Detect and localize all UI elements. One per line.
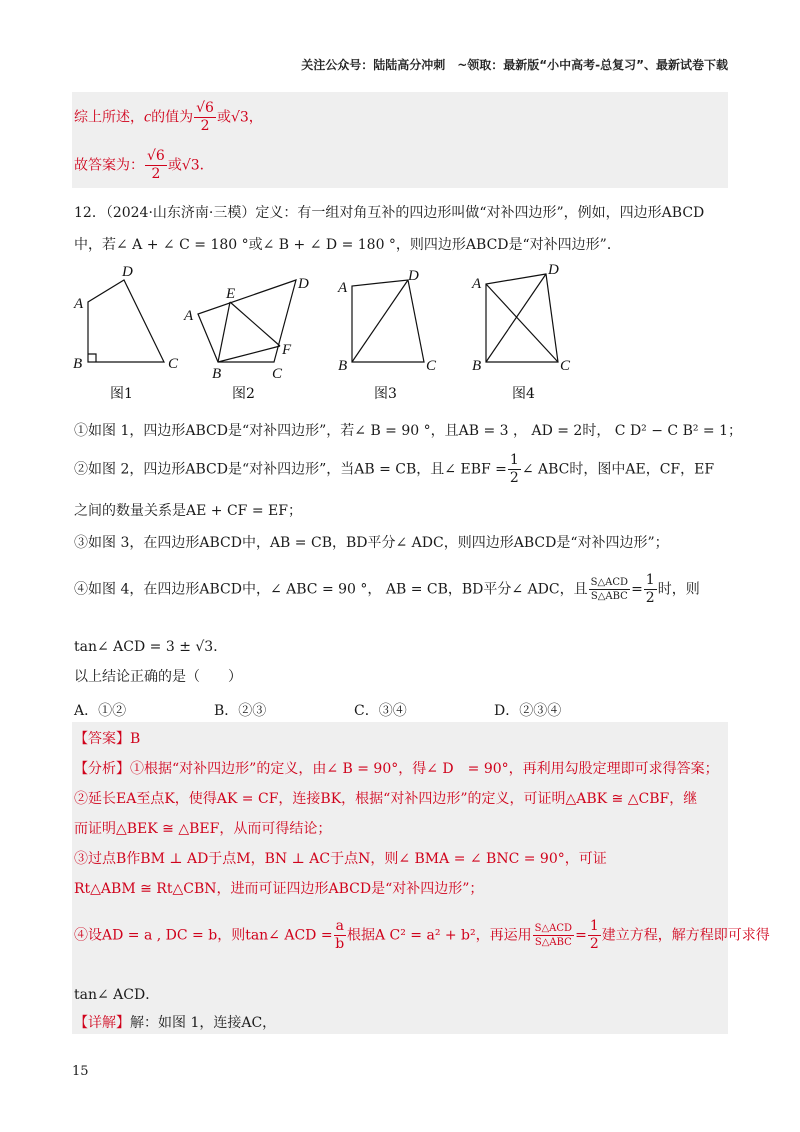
analysis-3-cont: Rt△ABM ≅ Rt△CBN，进而可证四边形ABCD是“对补四边形”；: [74, 881, 484, 897]
fraction: $\frac{\text{S△ACD}}{\text{S△ABC}}$: [590, 577, 629, 602]
fraction: $\frac{√6}{2}$: [147, 148, 165, 182]
fraction: $\frac{1}{2}$: [509, 452, 519, 486]
analysis-2: ②延长EA至点K，使得AK = CF，连接BK，根据“对补四边形”的定义，可证明△ABK ≅ △CBF，继: [74, 791, 698, 807]
choice-a[interactable]: A．①②: [74, 703, 127, 719]
summary-line: 综上所述，c的值为 $\frac{√6}{2}$ 或√3，: [74, 100, 263, 134]
question-line-2: 中，若∠ A + ∠ C = 180 °或∠ B + ∠ D = 180 °，则四边形ABCD是“对补四边形”．: [74, 237, 621, 253]
fraction: $\frac{\text{S△ACD}}{\text{S△ABC}}$: [534, 923, 573, 948]
analysis-3: ③过点B作BM ⊥ AD于点M，BN ⊥ AC于点N，则∠ BMA = ∠ BNC = 90°，可证: [74, 851, 607, 867]
question-line-1: 12．（2024·山东济南·三模）定义：有一组对角互补的四边形叫做“对补四边形”，例如，四边形ABCD: [74, 205, 705, 221]
fig4-label-b: B: [472, 358, 482, 374]
fig2-label-e: E: [226, 286, 236, 302]
fig1-label-a: A: [74, 296, 84, 312]
page-header: 关注公众号：陆陆高分冲刺 ~领取：最新版“小中高考-总复习”、最新试卷下载: [301, 58, 728, 72]
fraction: $\frac{1}{2}$: [645, 572, 655, 606]
analysis-4: ④设AD = a , DC = b，则tan∠ ACD = $\frac{a}{b}$ 根据A C² = a² + b²，再运用 $\frac{\text{S△ACD}}{\text{S△ABC}}$ = $\frac{1}{2}$ 建立方程，解方程即可求得: [74, 918, 770, 952]
fraction: $\frac{√6}{2}$: [196, 100, 214, 134]
geometry-figures: [66, 262, 586, 412]
statement-1: ①如图 1，四边形ABCD是“对补四边形”，若∠ B = 90 °，且AB = 3 ， AD = 2时， C D² − C B² = 1；: [74, 423, 743, 439]
fig3-label-a: A: [338, 280, 348, 296]
fraction: $\frac{1}{2}$: [589, 918, 599, 952]
fig2-caption: 图2: [232, 386, 255, 402]
fig2-label-a: A: [184, 308, 194, 324]
fig3-label-b: B: [338, 358, 348, 374]
fig1-label-b: B: [73, 356, 83, 372]
figure-1: [73, 264, 179, 402]
fig4-label-c: C: [560, 358, 571, 374]
question-ask: 以上结论正确的是（ ）: [74, 669, 242, 685]
fig4-caption: 图4: [512, 386, 535, 402]
fig1-caption: 图1: [110, 386, 133, 402]
fig2-label-f: F: [282, 342, 292, 358]
choice-b[interactable]: B．②③: [214, 703, 267, 719]
fig1-label-c: C: [168, 356, 179, 372]
detail-line: 【详解】解：如图 1，连接AC，: [74, 1015, 277, 1031]
figure-4: [471, 262, 571, 402]
fig3-caption: 图3: [374, 386, 397, 402]
statement-2-cont: 之间的数量关系是AE + CF = EF；: [74, 503, 302, 519]
figure-3: [337, 268, 437, 402]
choice-d[interactable]: D．②③④: [494, 703, 562, 719]
fig2-label-d: D: [298, 276, 309, 292]
answer-tag: 【答案】B: [74, 731, 141, 747]
fraction: $\frac{a}{b}$: [335, 918, 345, 952]
fig3-label-c: C: [426, 358, 437, 374]
fig3-label-d: D: [408, 268, 419, 284]
analysis-2-cont: 而证明△BEK ≅ △BEF，从而可得结论；: [74, 821, 332, 837]
fig4-label-a: A: [472, 276, 482, 292]
answer-line: 故答案为： $\frac{√6}{2}$ 或√3．: [74, 148, 214, 182]
figure-2: [183, 276, 309, 402]
statement-3: ③如图 3，在四边形ABCD中，AB = CB，BD平分∠ ADC，则四边形ABCD是“对补四边形”；: [74, 535, 669, 551]
choice-c[interactable]: C．③④: [354, 703, 407, 719]
analysis-1: 【分析】①根据“对补四边形”的定义，由∠ B = 90°，得∠ D = 90°，再利用勾股定理即可求得答案；: [74, 761, 719, 777]
fig2-label-c: C: [272, 366, 283, 382]
analysis-4-cont: tan∠ ACD．: [74, 987, 160, 1003]
fig4-label-d: D: [548, 262, 559, 278]
page-number: 15: [72, 1064, 89, 1079]
fig1-label-d: D: [122, 264, 133, 280]
statement-4: ④如图 4，在四边形ABCD中，∠ ABC = 90 °， AB = CB，BD平分∠ ADC，且 $\frac{\text{S△ACD}}{\text{S△ABC}}$ = $\frac{1}{2}$ 时，则: [74, 572, 700, 606]
statement-2: ②如图 2，四边形ABCD是“对补四边形”，当AB = CB，且∠ EBF = $\frac{1}{2}$ ∠ ABC时，图中AE，CF，EF: [74, 452, 715, 486]
statement-4-cont: tan∠ ACD = 3 ± √3．: [74, 639, 228, 655]
fig2-label-b: B: [212, 366, 222, 382]
